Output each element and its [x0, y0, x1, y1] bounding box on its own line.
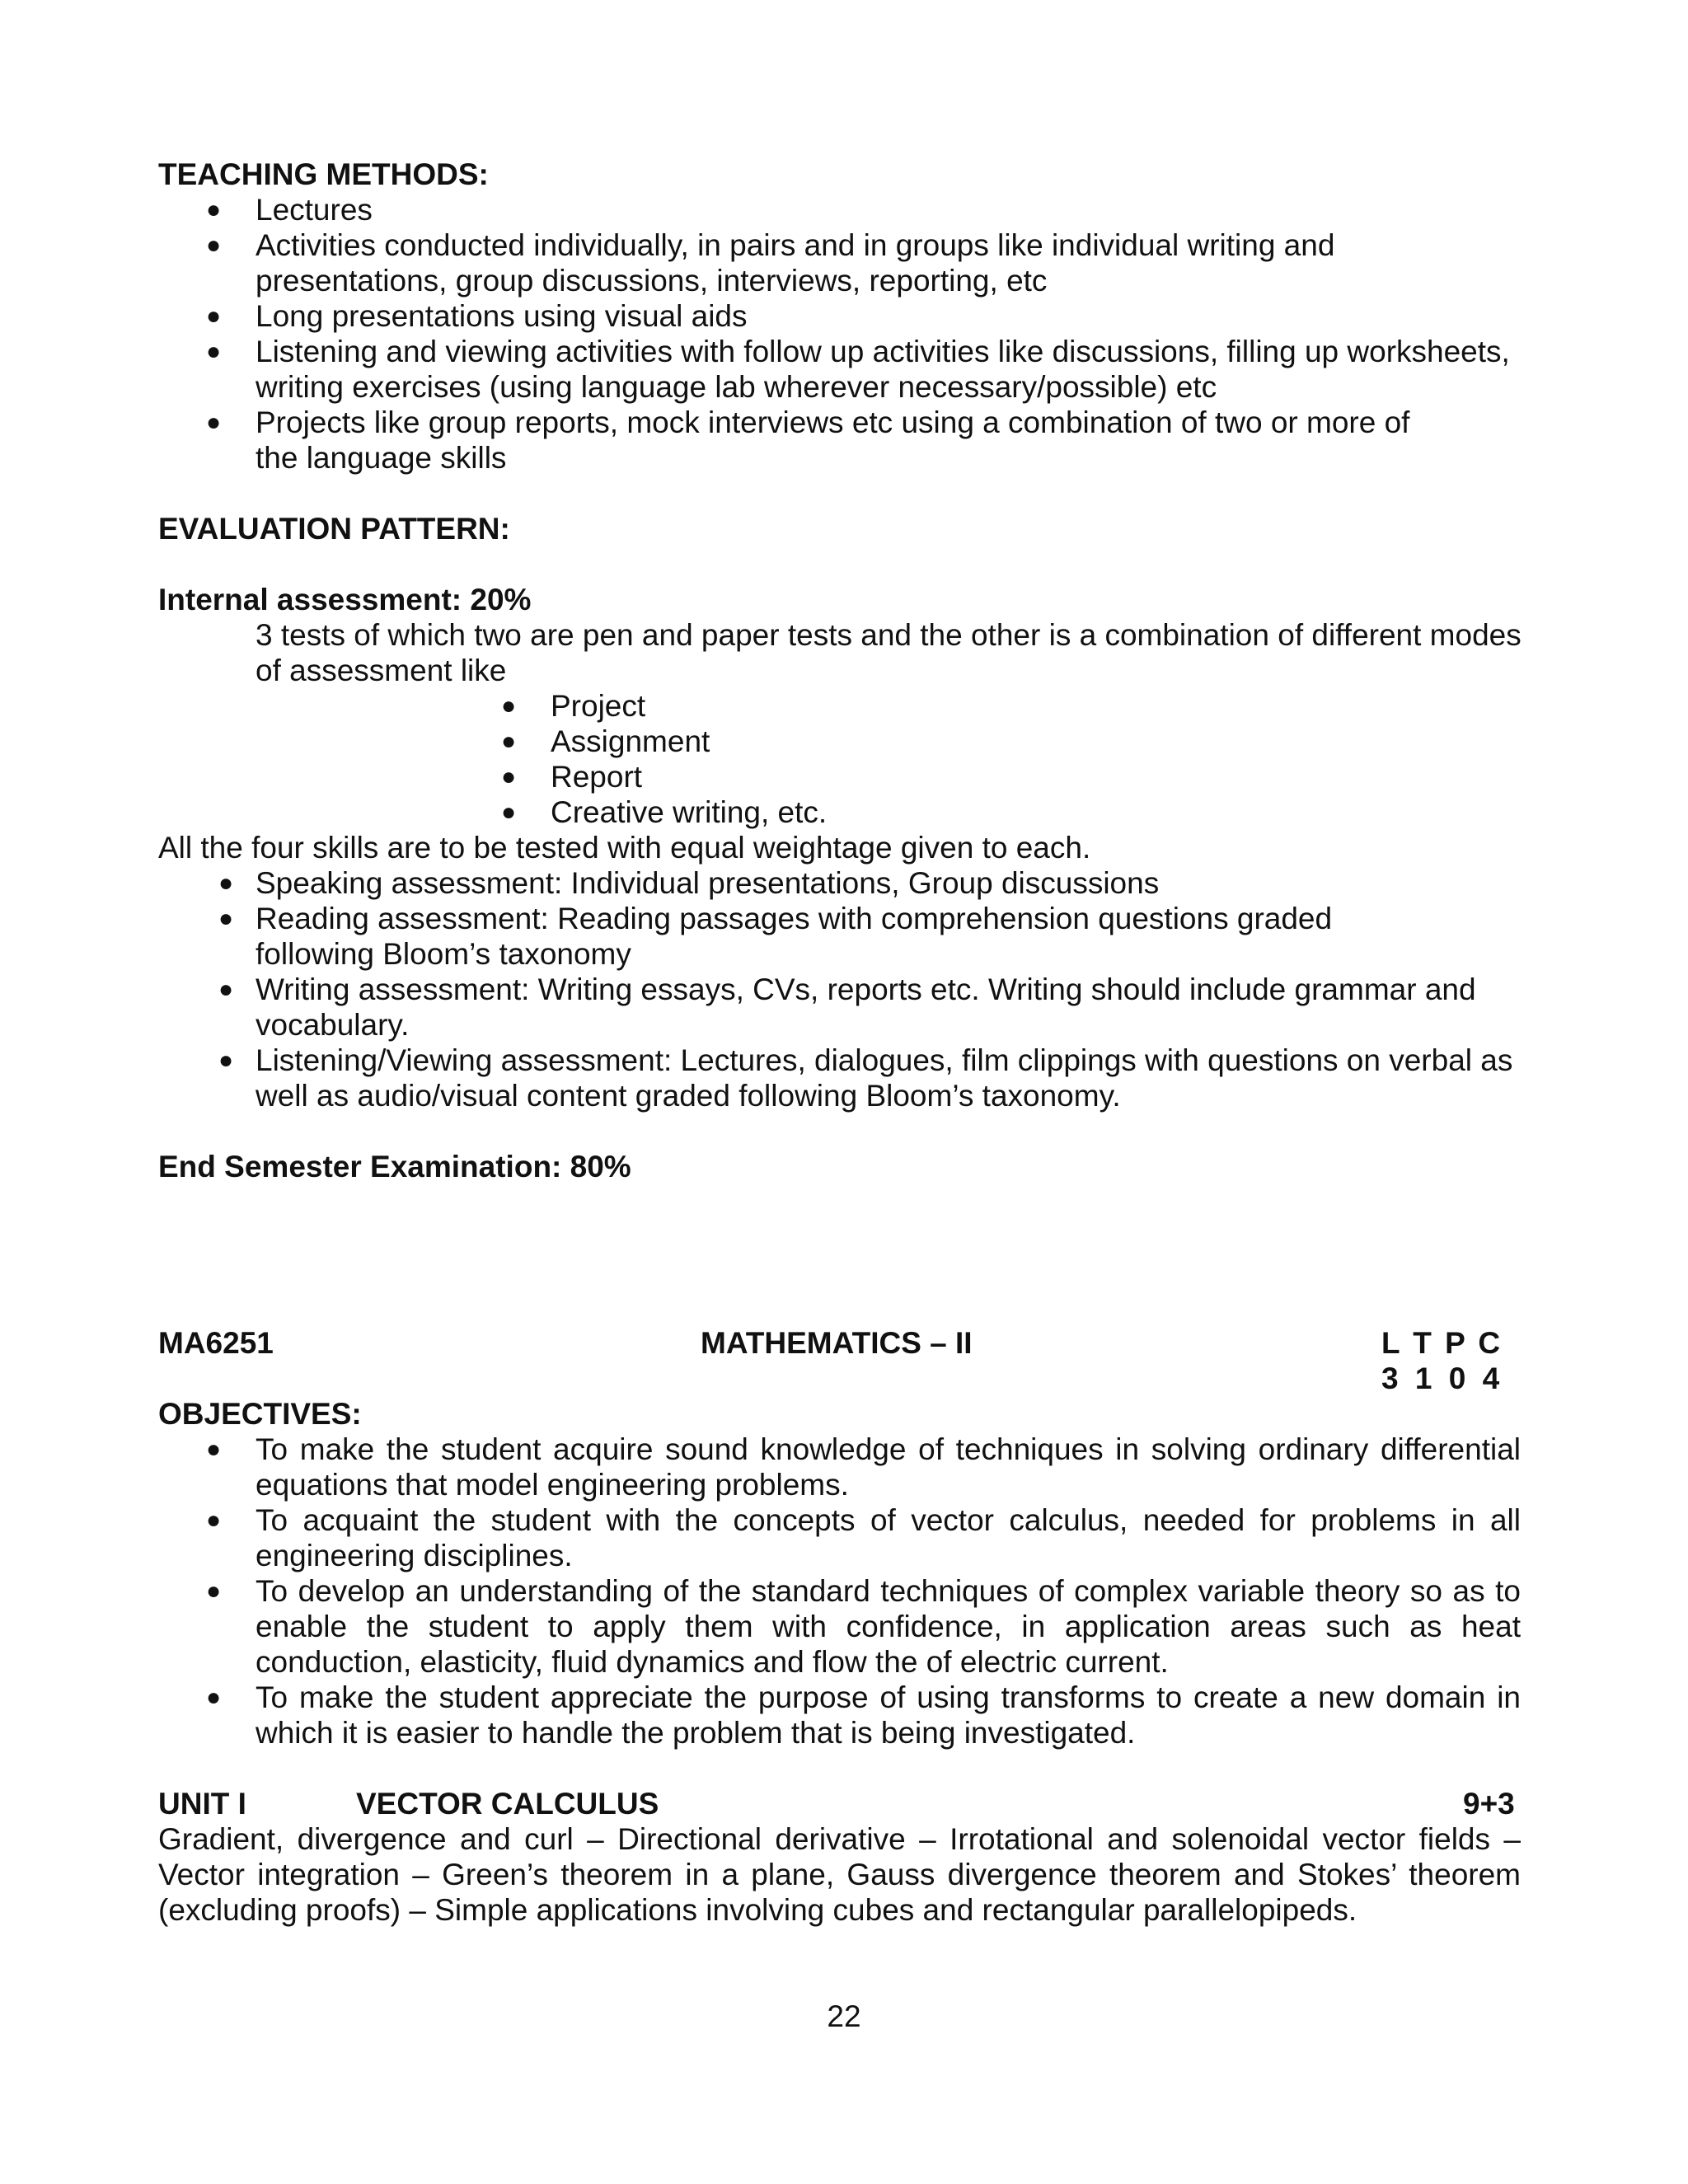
objective-item: To make the student acquire sound knowledge of techniques in solving ordinary differential equations that model engineering problems. — [256, 1432, 1521, 1502]
teaching-method-item: Projects like group reports, mock interviews etc using a combination of two or more of the language skills — [256, 405, 1410, 475]
bullet-icon: ● — [206, 1507, 222, 1534]
teaching-method-item: Lectures — [256, 193, 373, 227]
skill-assessment-item: Writing assessment: Writing essays, CVs, reports etc. Writing should include grammar and vocabulary. — [256, 972, 1476, 1042]
unit-label: UNIT I — [158, 1787, 246, 1821]
internal-assessment-heading: Internal assessment: 20% — [158, 583, 532, 616]
skill-assessment-item: Reading assessment: Reading passages with comprehension questions graded following Bloom’s taxonomy — [256, 902, 1333, 971]
skill-assessment-item: Listening/Viewing assessment: Lectures, dialogues, film clippings with questions on verbal as well as audio/visual content graded following Bloom’s taxonomy. — [256, 1043, 1513, 1113]
teaching-method-item: Listening and viewing activities with follow up activities like discussions, filling up worksheets, writing exercises (using language lab wherever necessary/possible) etc — [256, 335, 1510, 404]
bullet-icon: ● — [501, 692, 517, 719]
bullet-icon: ● — [501, 799, 517, 826]
bullet-icon: ● — [206, 302, 222, 330]
bullet-icon: ● — [206, 196, 222, 223]
teaching-method-item: Long presentations using visual aids — [256, 299, 748, 333]
bullet-icon: ● — [501, 728, 517, 755]
bullet-icon: ● — [501, 763, 517, 790]
ltpc-values: 3 1 0 4 — [1381, 1361, 1500, 1395]
bullet-icon: ● — [206, 232, 222, 259]
bullet-icon: ● — [218, 869, 234, 897]
teaching-method-item: Activities conducted individually, in pairs and in groups like individual writing and presentations, group discussions, interviews, reporting, etc — [256, 228, 1335, 298]
bullet-icon: ● — [218, 1047, 234, 1074]
objective-item: To acquaint the student with the concepts of vector calculus, needed for problems in all engineering disciplines. — [256, 1503, 1521, 1572]
assessment-mode: Project — [551, 689, 646, 723]
teaching-methods-heading: TEACHING METHODS: — [158, 157, 489, 191]
assessment-mode: Creative writing, etc. — [551, 795, 828, 829]
evaluation-pattern-heading: EVALUATION PATTERN: — [158, 512, 510, 546]
objectives-heading: OBJECTIVES: — [158, 1397, 362, 1431]
bullet-icon: ● — [206, 1684, 222, 1711]
assessment-mode: Report — [551, 760, 643, 794]
end-semester-heading: End Semester Examination: 80% — [158, 1150, 631, 1183]
page-number: 22 — [827, 1999, 861, 2033]
skill-assessment-item: Speaking assessment: Individual presentations, Group discussions — [256, 866, 1160, 900]
bullet-icon: ● — [206, 338, 222, 365]
course-title: MATHEMATICS – II — [701, 1326, 973, 1360]
bullet-icon: ● — [206, 1577, 222, 1605]
assessment-mode: Assignment — [551, 724, 710, 758]
ltpc-header: L T P C — [1381, 1326, 1501, 1360]
bullet-icon: ● — [206, 409, 222, 436]
objective-item: To develop an understanding of the standard techniques of complex variable theory so as to enable the student to apply them with confidence, in application areas such as heat conduction, elasticity, fluid dynamics and flow the of electric current. — [256, 1574, 1521, 1679]
course-code: MA6251 — [158, 1326, 274, 1360]
bullet-icon: ● — [218, 905, 234, 932]
skills-intro: All the four skills are to be tested with equal weightage given to each. — [158, 831, 1091, 865]
bullet-icon: ● — [206, 1436, 222, 1463]
internal-assessment-text: 3 tests of which two are pen and paper tests and the other is a combination of different modes of assessment like — [256, 618, 1522, 687]
unit-hours: 9+3 — [1463, 1787, 1515, 1821]
bullet-icon: ● — [218, 976, 234, 1003]
unit-title: VECTOR CALCULUS — [356, 1787, 659, 1821]
unit-syllabus-text: Gradient, divergence and curl – Directional derivative – Irrotational and solenoidal vector fields – Vector integration – Green’s theorem in a plane, Gauss divergence theorem and Stokes’ theorem (excluding proofs) – Simple applications involving cubes and rectangular parallelopipeds. — [158, 1822, 1521, 1927]
objective-item: To make the student appreciate the purpose of using transforms to create a new domain in which it is easier to handle the problem that is being investigated. — [256, 1680, 1521, 1750]
